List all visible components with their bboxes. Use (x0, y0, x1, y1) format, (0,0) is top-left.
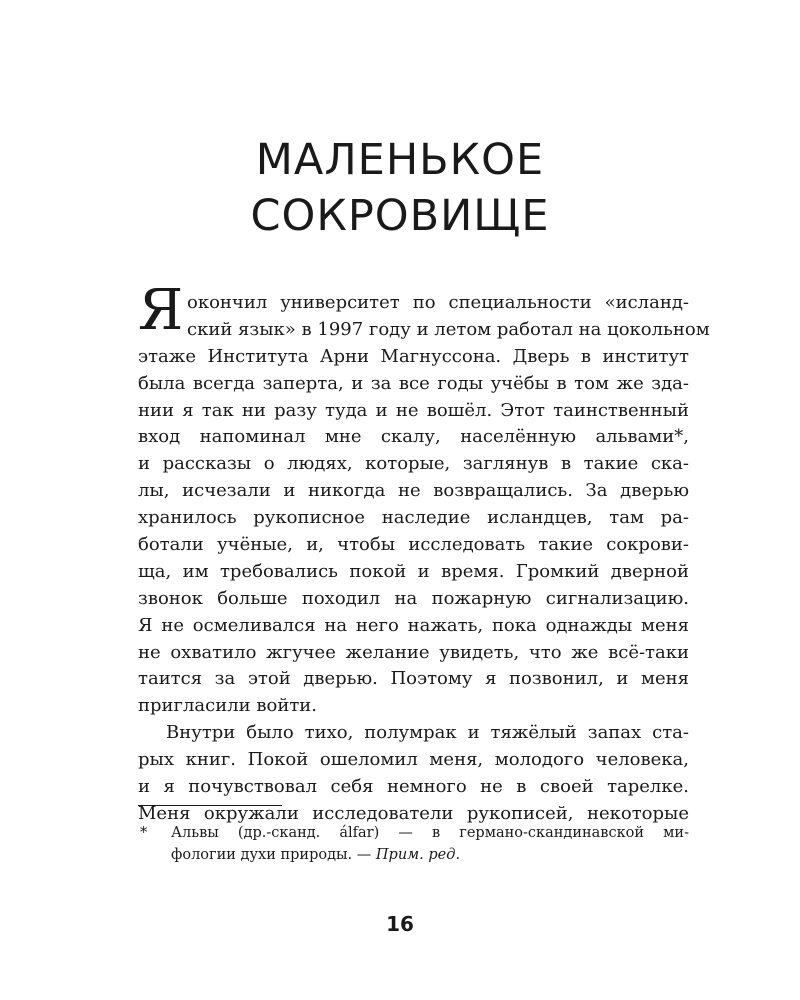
body-line: не охватило жгучее желание увидеть, что же всё-таки (138, 641, 689, 663)
drop-cap: Я (138, 278, 184, 343)
footnote-editor-note: Прим. ред. (375, 847, 461, 863)
body-line: была всегда заперта, и за все годы учёбы в том же зда- (138, 372, 689, 394)
body-line: этаже Института Арни Магнуссона. Дверь в институт (138, 345, 689, 367)
chapter-title (0, 132, 800, 244)
chapter-title-line-2: СОКРОВИЩЕ (250, 191, 550, 241)
footnote (138, 822, 689, 866)
chapter-body (138, 278, 710, 828)
body-line: ский язык» в 1997 году и летом работал на цокольном (187, 318, 710, 340)
body-line: окончил университет по специальности «исланд- (187, 292, 689, 313)
body-line: хранилось рукописное наследие исландцев, там ра- (138, 507, 689, 529)
body-line: рых книг. Покой ошеломил меня, молодого человека, (138, 749, 689, 771)
footnote-line-2-text: фологии духи природы. — (171, 847, 376, 863)
body-line: пригласили войти. (138, 695, 317, 717)
page-number: 16 (386, 912, 414, 936)
chapter-title-line-1: МАЛЕНЬКОЕ (255, 135, 545, 185)
body-line: и я почувствовал себя немного не в своей тарелке. (138, 776, 689, 798)
footnote-marker: * (140, 825, 148, 841)
footnote-line-1: Альвы (др.-сканд. álfar) — в германо-скандинавской ми- (171, 825, 689, 841)
body-line: Меня окружали исследователи рукописей, некоторые (138, 802, 689, 824)
body-line: ща, им требовались покой и время. Громкий дверной (138, 560, 689, 582)
body-line: Я не осмеливался на него нажать, пока однажды меня (138, 614, 689, 636)
footnote-line-2 (138, 844, 689, 866)
body-line: и рассказы о людях, которые, заглянув в такие ска- (138, 453, 689, 475)
body-line: лы, исчезали и никогда не возвращались. За дверью (138, 480, 689, 502)
body-line: таится за этой дверью. Поэтому я позвонил, и меня (138, 668, 689, 690)
body-line: звонок больше походил на пожарную сигнализацию. (138, 587, 689, 609)
body-line: Внутри было тихо, полумрак и тяжёлый запах ста- (166, 722, 689, 744)
body-line: вход напоминал мне скалу, населённую альвами*, (138, 426, 689, 448)
footnote-divider (138, 805, 282, 806)
body-line: нии я так ни разу туда и не вошёл. Этот таинственный (138, 399, 689, 421)
body-line: ботали учёные, и, чтобы исследовать такие сокрови- (138, 534, 689, 556)
